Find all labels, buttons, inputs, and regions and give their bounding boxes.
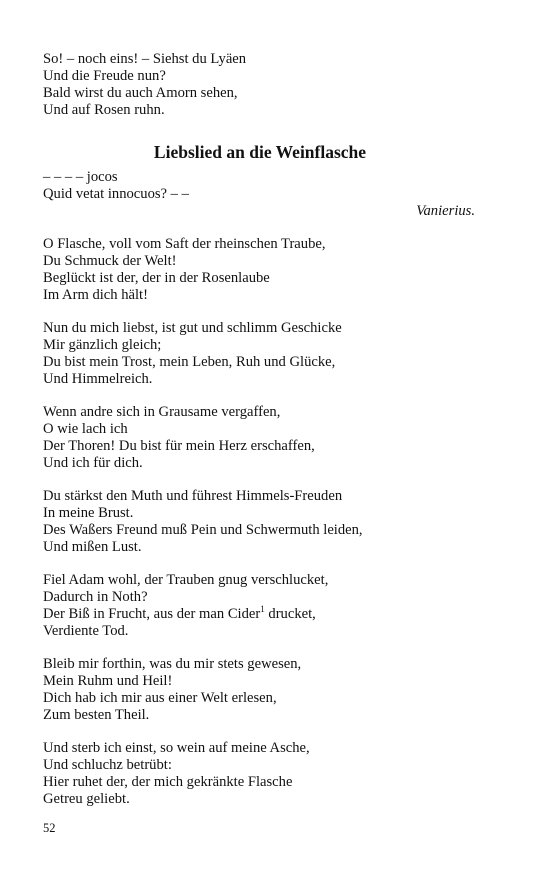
poem-title: Liebslied an die Weinflasche	[153, 142, 367, 162]
stanza-1	[43, 236, 483, 304]
verse-line: Dadurch in Noth?	[43, 589, 148, 605]
stanza-3	[43, 404, 483, 472]
verse-line: Du Schmuck der Welt!	[43, 253, 177, 269]
verse-line-text: Der Biß in Frucht, aus der man Cider	[43, 606, 261, 622]
verse-line: Getreu geliebt.	[43, 791, 130, 807]
verse-line: Wenn andre sich in Grausame vergaffen,	[43, 404, 281, 420]
verse-line: Und die Freude nun?	[43, 68, 166, 84]
verse-line: So! – noch eins! – Siehst du Lyäen	[43, 51, 247, 67]
epigraph-line: – – – – jocos	[43, 169, 118, 185]
verse-line: Nun du mich liebst, ist gut und schlimm Geschicke	[43, 320, 342, 336]
verse-line: Des Waßers Freund muß Pein und Schwermuth leiden,	[43, 522, 363, 538]
verse-line: Dich hab ich mir aus einer Welt erlesen,	[43, 690, 277, 706]
epigraph	[43, 169, 483, 203]
verse-line: Und auf Rosen ruhn.	[43, 102, 165, 118]
verse-line: Mein Ruhm und Heil!	[43, 673, 173, 689]
verse-line: O wie lach ich	[43, 421, 128, 437]
verse-line: Mir gänzlich gleich;	[43, 337, 162, 353]
stanza-2	[43, 320, 483, 388]
verse-line: Du stärkst den Muth und führest Himmels-Freuden	[43, 488, 343, 504]
verse-line-with-footnote	[43, 606, 483, 623]
verse-line: Der Thoren! Du bist für mein Herz erschaffen,	[43, 438, 315, 454]
epigraph-attribution: Vanierius.	[416, 203, 475, 219]
book-page	[43, 0, 483, 880]
stanza-5	[43, 572, 483, 640]
stanza-4	[43, 488, 483, 556]
verse-line: Bald wirst du auch Amorn sehen,	[43, 85, 238, 101]
stanza-6	[43, 656, 483, 724]
opening-stanza	[43, 51, 483, 119]
page-number: 52	[43, 821, 56, 835]
verse-line: Und sterb ich einst, so wein auf meine Asche,	[43, 740, 310, 756]
verse-line: Und mißen Lust.	[43, 539, 142, 555]
verse-line: Zum besten Theil.	[43, 707, 150, 723]
verse-line: Verdiente Tod.	[43, 623, 129, 639]
verse-line: Und Himmelreich.	[43, 371, 153, 387]
verse-line: In meine Brust.	[43, 505, 134, 521]
stanza-7	[43, 740, 483, 808]
verse-line: Fiel Adam wohl, der Trauben gnug verschlucket,	[43, 572, 329, 588]
verse-line-continuation: drucket,	[264, 606, 316, 622]
verse-line: Du bist mein Trost, mein Leben, Ruh und Glücke,	[43, 354, 336, 370]
verse-line: Bleib mir forthin, was du mir stets gewesen,	[43, 656, 302, 672]
verse-line: O Flasche, voll vom Saft der rheinschen Traube,	[43, 236, 326, 252]
verse-line: Beglückt ist der, der in der Rosenlaube	[43, 270, 270, 286]
footnote-marker[interactable]: 1	[260, 604, 265, 615]
verse-line: Hier ruhet der, der mich gekränkte Flasche	[43, 774, 293, 790]
verse-line: Und schluchz betrübt:	[43, 757, 172, 773]
epigraph-line: Quid vetat innocuos? – –	[43, 186, 189, 202]
verse-line: Und ich für dich.	[43, 455, 143, 471]
verse-line: Im Arm dich hält!	[43, 287, 148, 303]
